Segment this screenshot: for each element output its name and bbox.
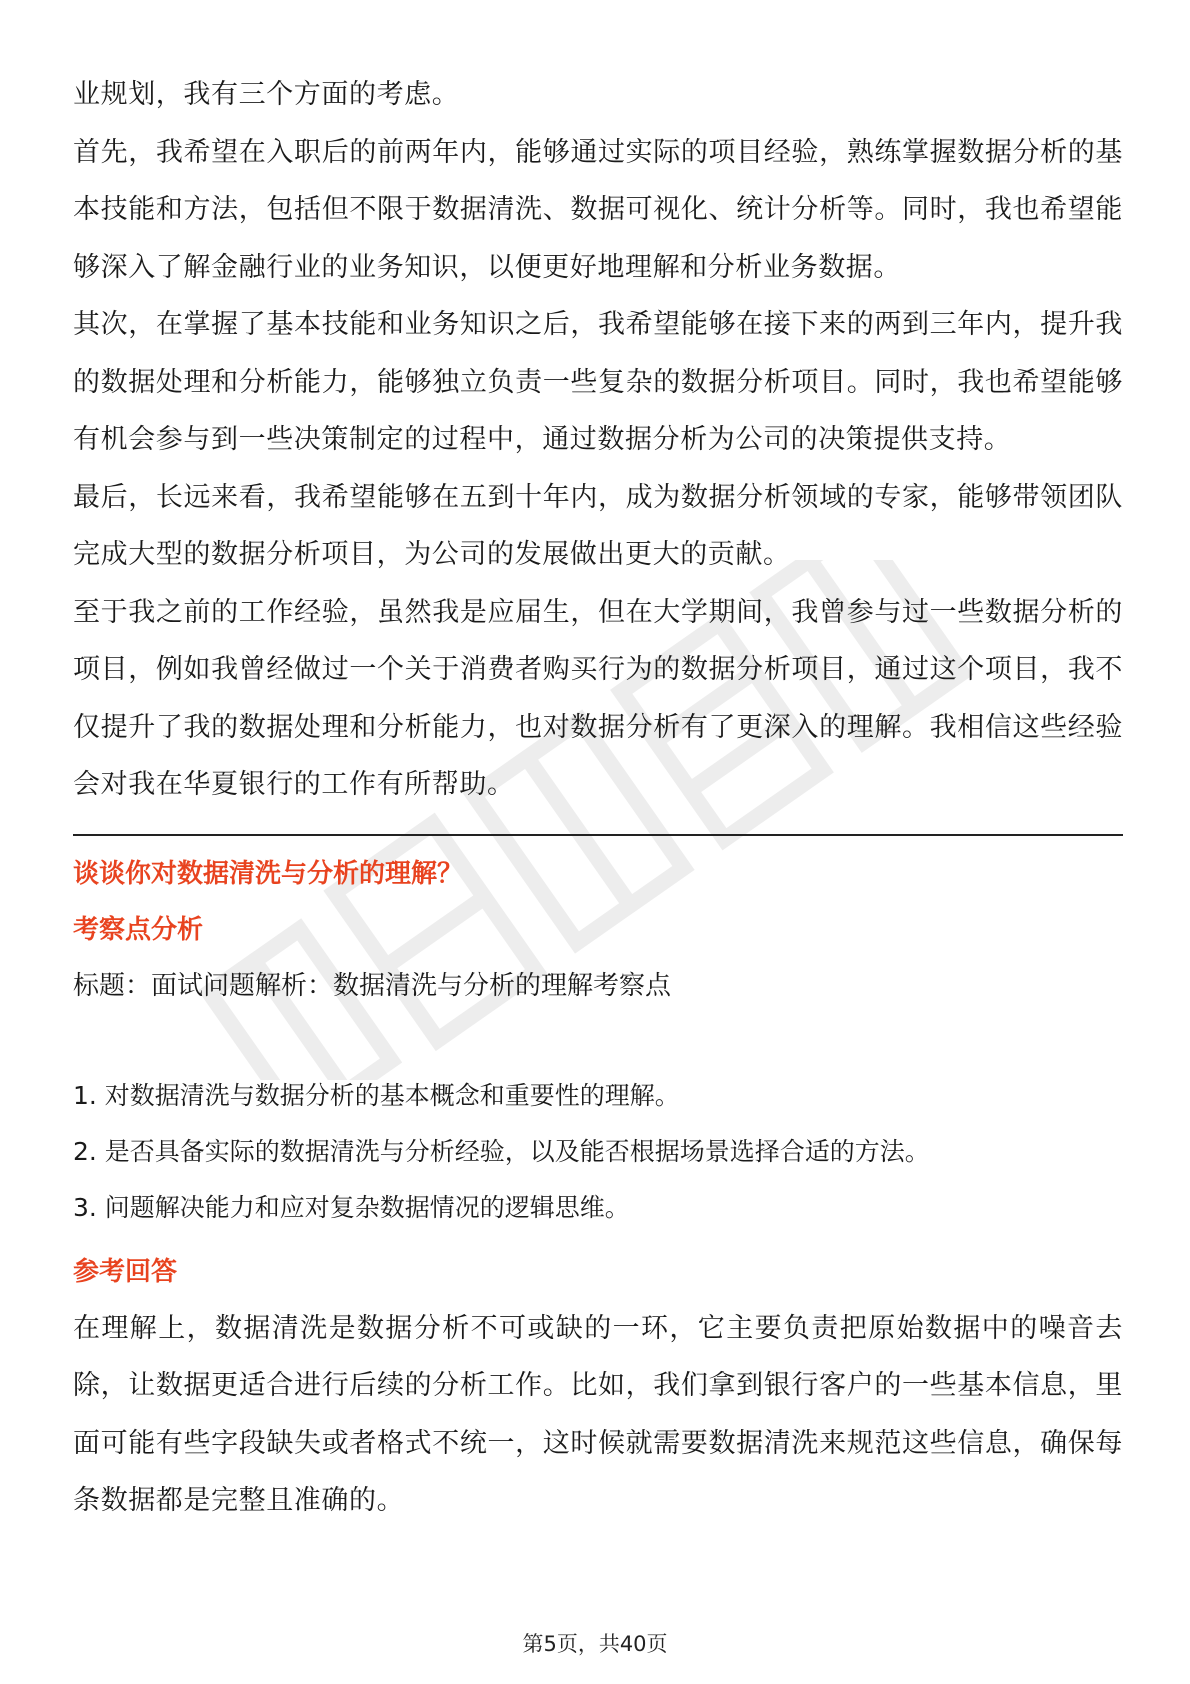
- page-number: 第5页，共40页: [522, 1632, 668, 1656]
- list-item: 1. 对数据清洗与数据分析的基本概念和重要性的理解。: [73, 1080, 680, 1110]
- list-item: 3. 问题解决能力和应对复杂数据情况的逻辑思维。: [73, 1192, 630, 1222]
- analysis-points: [73, 1068, 1123, 1236]
- analysis-title: 标题：面试问题解析：数据清洗与分析的理解考察点: [73, 970, 672, 1001]
- body-paragraph-3: 其次，在掌握了基本技能和业务知识之后，我希望能够在接下来的两到三年内，提升我的数据处理和分析能力，能够独立负责一些复杂的数据分析项目。同时，我也希望能够有机会参与到一些决策制定的过程中，通过数据分析为公司的决策提供支持。: [73, 309, 1123, 455]
- body-paragraph-4: 最后，长远来看，我希望能够在五到十年内，成为数据分析领域的专家，能够带领团队完成大型的数据分析项目，为公司的发展做出更大的贡献。: [73, 481, 1123, 570]
- list-item: 2. 是否具备实际的数据清洗与分析经验，以及能否根据场景选择合适的方法。: [73, 1136, 930, 1166]
- spacer: [73, 1014, 1123, 1068]
- answer-heading: 参考回答: [73, 1256, 178, 1287]
- answer-paragraph: 在理解上，数据清洗是数据分析不可或缺的一环，它主要负责把原始数据中的噪音去除，让数据更适合进行后续的分析工作。比如，我们拿到银行客户的一些基本信息，里面可能有些字段缺失或者格式不统一，这时候就需要数据清洗来规范这些信息，确保每条数据都是完整且准确的。: [73, 1312, 1123, 1516]
- body-paragraph-2: 首先，我希望在入职后的前两年内，能够通过实际的项目经验，熟练掌握数据分析的基本技能和方法，包括但不限于数据清洗、数据可视化、统计分析等。同时，我也希望能够深入了解金融行业的业务知识，以便更好地理解和分析业务数据。: [73, 136, 1123, 283]
- body-paragraph-1: 业规划，我有三个方面的考虑。: [73, 79, 460, 110]
- question-heading: 谈谈你对数据清洗与分析的理解？: [73, 858, 464, 889]
- section-divider: [73, 834, 1123, 836]
- analysis-heading: 考察点分析: [73, 914, 204, 945]
- content-area: [73, 66, 1123, 1530]
- body-paragraph-5: 至于我之前的工作经验，虽然我是应届生，但在大学期间，我曾参与过一些数据分析的项目，例如我曾经做过一个关于消费者购买行为的数据分析项目，通过这个项目，我不仅提升了我的数据处理和分析能力，也对数据分析有了更深入的理解。我相信这些经验会对我在华夏银行的工作有所帮助。: [73, 596, 1123, 800]
